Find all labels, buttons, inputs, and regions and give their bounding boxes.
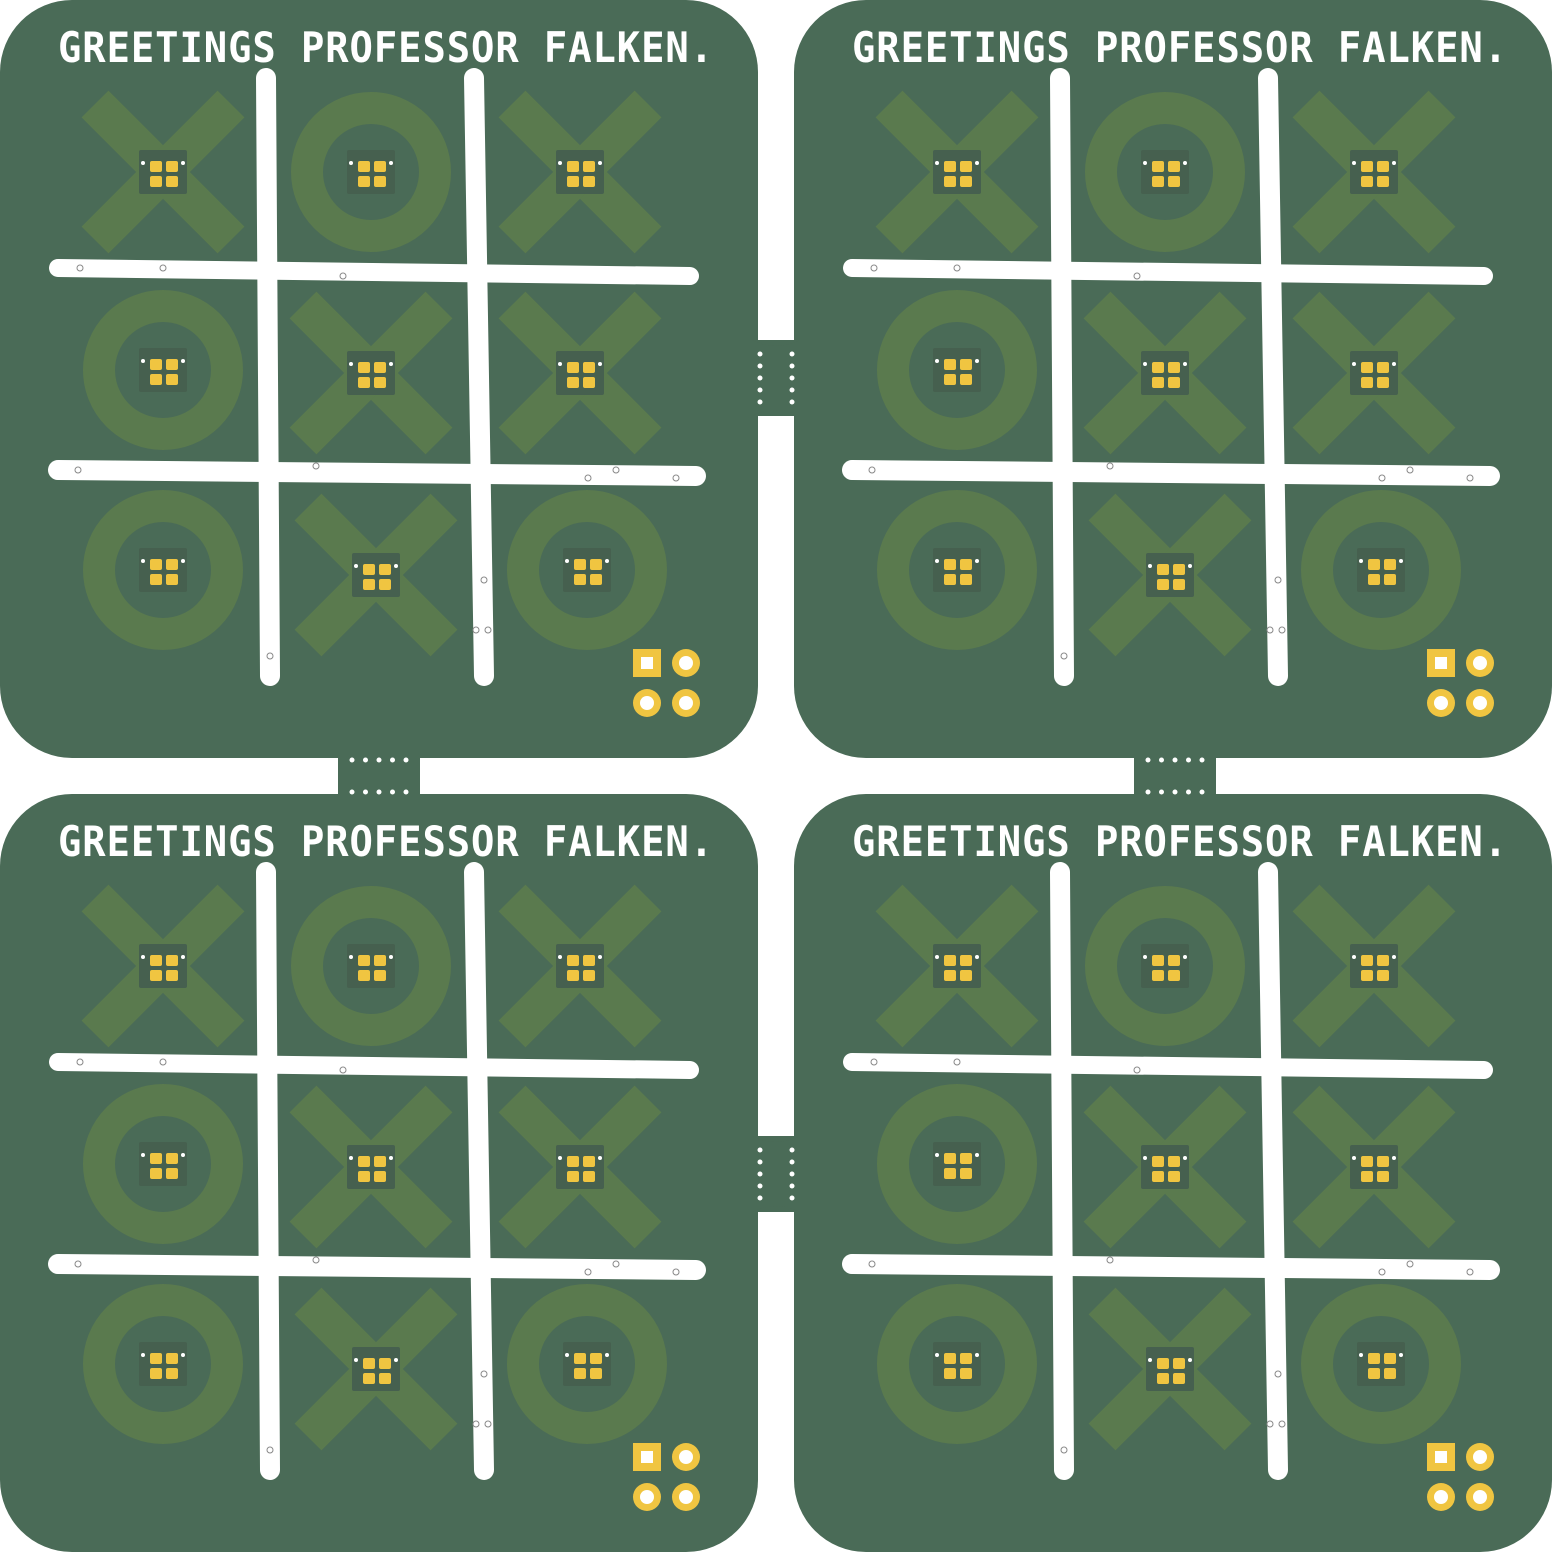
led-footprint — [556, 150, 604, 194]
pcb-board-top-left — [0, 0, 758, 758]
pcb-board-graphic — [0, 0, 758, 758]
pcb-board-graphic — [0, 794, 758, 1552]
pcb-board-graphic — [794, 0, 1552, 758]
led-footprint — [347, 150, 395, 194]
led-footprint — [933, 150, 981, 194]
led-footprint — [556, 944, 604, 988]
pcb-board-bottom-right — [794, 794, 1552, 1552]
board-title: GREETINGS PROFESSOR FALKEN. — [58, 817, 714, 866]
pcb-board-bottom-left — [0, 794, 758, 1552]
tab-bottom-middle — [752, 1136, 800, 1212]
led-footprint — [352, 1347, 400, 1391]
led-footprint — [139, 548, 187, 592]
led-footprint — [1141, 150, 1189, 194]
led-footprint — [347, 944, 395, 988]
tab-left-middle — [338, 752, 420, 800]
led-footprint — [1141, 1145, 1189, 1189]
led-footprint — [1141, 351, 1189, 395]
led-footprint — [352, 553, 400, 597]
breakaway-tab — [752, 1136, 800, 1212]
breakaway-tab — [338, 752, 420, 800]
led-footprint — [563, 1342, 611, 1386]
led-footprint — [933, 944, 981, 988]
led-footprint — [347, 351, 395, 395]
led-footprint — [139, 150, 187, 194]
led-footprint — [563, 548, 611, 592]
led-footprint — [1350, 1145, 1398, 1189]
breakaway-tab — [752, 340, 800, 416]
led-footprint — [933, 1142, 981, 1186]
led-footprint — [1141, 944, 1189, 988]
led-footprint — [139, 944, 187, 988]
led-footprint — [1350, 944, 1398, 988]
led-footprint — [1357, 1342, 1405, 1386]
led-footprint — [139, 1142, 187, 1186]
board-title: GREETINGS PROFESSOR FALKEN. — [58, 23, 714, 72]
breakaway-tab — [1134, 752, 1216, 800]
tab-top-middle — [752, 340, 800, 416]
led-footprint — [1350, 351, 1398, 395]
led-footprint — [139, 1342, 187, 1386]
led-footprint — [347, 1145, 395, 1189]
led-footprint — [933, 348, 981, 392]
pcb-board-graphic — [794, 794, 1552, 1552]
led-footprint — [1350, 150, 1398, 194]
led-footprint — [556, 1145, 604, 1189]
led-footprint — [1146, 1347, 1194, 1391]
pcb-board-top-right — [794, 0, 1552, 758]
tab-right-middle — [1134, 752, 1216, 800]
led-footprint — [139, 348, 187, 392]
led-footprint — [1146, 553, 1194, 597]
led-footprint — [933, 1342, 981, 1386]
board-title: GREETINGS PROFESSOR FALKEN. — [852, 817, 1508, 866]
led-footprint — [556, 351, 604, 395]
board-title: GREETINGS PROFESSOR FALKEN. — [852, 23, 1508, 72]
led-footprint — [1357, 548, 1405, 592]
led-footprint — [933, 548, 981, 592]
